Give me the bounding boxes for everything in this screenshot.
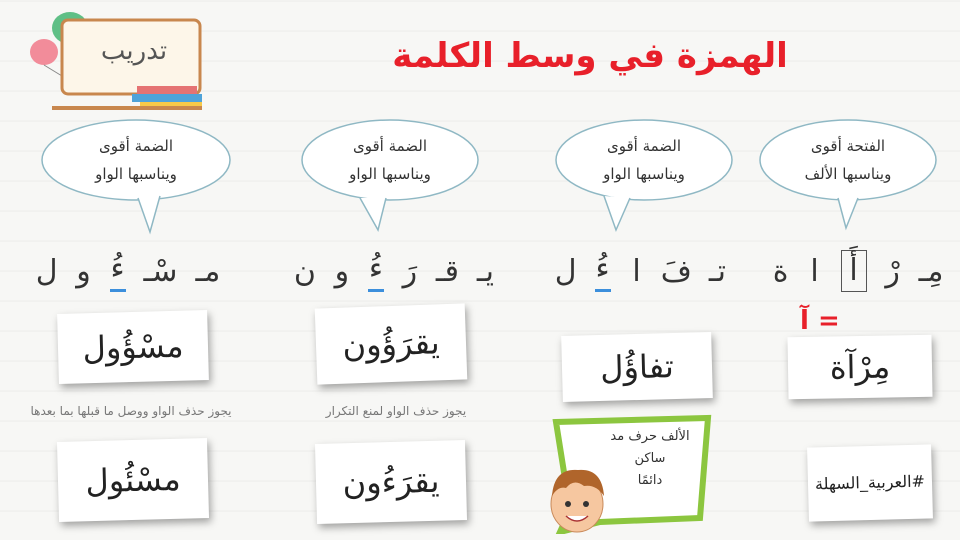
speech-bubble xyxy=(554,118,734,204)
word-card: مسْئُول xyxy=(57,438,209,522)
letter: تـ xyxy=(708,254,726,289)
bubble-line: ويناسبها الواو xyxy=(603,165,685,183)
word-card: يقرَؤُون xyxy=(315,303,468,384)
word-card: تفاؤُل xyxy=(561,332,713,402)
page-title: الهمزة في وسط الكلمة xyxy=(392,36,788,76)
letter-hamza-highlight: ءُ xyxy=(595,249,611,292)
training-badge xyxy=(12,6,212,116)
rule-note: يجوز حذف الواو لمنع التكرار xyxy=(325,404,467,418)
boy-face-icon xyxy=(544,458,610,538)
letter: مِـ xyxy=(918,254,944,289)
letter: و xyxy=(334,254,350,289)
letter: ا xyxy=(632,254,641,289)
badge-label: تدريب xyxy=(100,36,168,66)
speech-bubble xyxy=(300,118,480,204)
word-card: يقرَءُون xyxy=(315,440,467,524)
bubble-line: الضمة أقوى xyxy=(98,137,174,155)
letter-hamza-highlight: ءُ xyxy=(110,249,126,292)
letter: ن xyxy=(293,254,316,289)
bubble-line: ويناسبها الواو xyxy=(349,165,431,183)
letter: رَ xyxy=(402,254,418,289)
hashtag-card: #العربية_السهلة xyxy=(807,444,933,521)
letter-breakdown xyxy=(556,244,726,292)
tip-line: دائمًا xyxy=(637,473,663,488)
bubble-line: ويناسبها الواو xyxy=(95,165,177,183)
bubble-line: الضمة أقوى xyxy=(352,137,428,155)
tip-line: الألف حرف مد xyxy=(610,429,690,444)
bubble-line: الضمة أقوى xyxy=(606,137,682,155)
letter: فَ xyxy=(660,254,692,289)
letter: ا xyxy=(810,254,819,289)
letter: يـ xyxy=(476,254,494,289)
letter: ل xyxy=(554,254,577,289)
letter-breakdown xyxy=(30,244,226,292)
letter: رْ xyxy=(885,254,900,289)
letter: و xyxy=(76,254,91,289)
letter: مـ xyxy=(195,254,221,289)
word-card: مِرْآة xyxy=(787,335,932,400)
letter: ة xyxy=(772,254,789,289)
bubble-line: الفتحة أقوى xyxy=(810,137,886,155)
letter: ل xyxy=(35,254,58,289)
letter-hamza-highlight: أَ xyxy=(841,250,867,292)
speech-bubble xyxy=(758,118,938,204)
tip-panel xyxy=(540,414,720,534)
equation-label: = آ xyxy=(800,306,840,336)
tip-line: ساكن xyxy=(634,451,666,466)
letter: سْـ xyxy=(143,254,178,289)
word-card: مسْؤُول xyxy=(57,310,209,384)
letter-breakdown xyxy=(760,244,956,292)
letter-hamza-highlight: ءُ xyxy=(368,249,384,292)
speech-bubble xyxy=(38,118,218,204)
bubble-line: ويناسبها الألف xyxy=(804,165,892,183)
letter: قـ xyxy=(435,254,459,289)
letter-breakdown xyxy=(294,244,494,292)
rule-note: يجوز حذف الواو ووصل ما قبلها بما بعدها xyxy=(30,404,232,418)
